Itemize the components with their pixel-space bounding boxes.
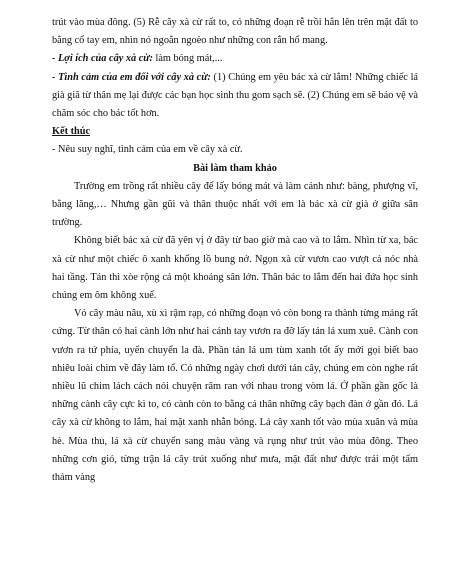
benefit-label: - Lợi ích của cây xà cừ: [52,53,153,65]
essay-paragraph-size: Không biết bác xà cừ đã yên vị ở đây từ bao giờ mà cao và to lắm. Nhìn từ xa, bác xà cừ như một chiếc ô xanh khổng lồ bung nở. Ngọn xà cừ vươn cao vượt cả nóc nhà hai tầng. Tán thì xòe rộng cả một khoảng sân lớn. Thân bác to lắm đến hai đứa học sinh chúng em ôm không xuể. [52,235,418,302]
benefit-line [52,50,418,68]
benefit-text: làm bóng mát,... [152,53,223,65]
feeling-label: - Tình cảm của em đối với cây xà cừ: [52,71,211,83]
feeling-line [52,69,418,124]
conclusion-text: - Nêu suy nghĩ, tình cảm của em về cây xà cừ. [52,144,243,156]
document-page [52,14,418,487]
paragraph-root-description: trút vào mùa đông. (5) Rễ cây xà cừ rất to, có những đoạn rễ trồi hẳn lên trên mặt đất to bằng cổ tay em, nhìn nó ngoằn ngoèo như những con rắn hổ mang. [52,17,418,47]
feeling-text: (1) Chúng em yêu bác xà cừ lắm! Những chiếc lá già giã từ thân mẹ lại được các bạn học sinh thu gom sạch sẽ. (2) Chúng em sẽ bảo vệ và chăm sóc cho bác tốt hơn. [52,71,418,120]
conclusion-heading: Kết thúc [52,126,91,138]
reference-title: Bài làm tham khảo [193,162,277,174]
essay-paragraph-intro: Trường em trồng rất nhiều cây để lấy bóng mát và làm cảnh như: bàng, phượng vĩ, bằng lăng,… Nhưng gần gũi và thân thuộc nhất với em là bác xà cừ già ở giữa sân trường. [52,180,418,229]
essay-paragraph-details: Vỏ cây màu nâu, xù xì rậm rạp, có những đoạn vỏ còn bong ra thành từng mảng rất cứng. Từ thân có hai cành lớn như hai cánh tay vươn ra đỡ lấy tán lá xum xuê. Cành con vươn ra tứ phía, uyển chuyển la đà. Phần tán lá um tùm xanh tốt ấy mới gọi biết bao nhiêu loài chim về đây làm tổ. Có những ngày chơi dưới tán cây, chúng em còn nghe rất nhiều lũ chim lách cách nói chuyện râm ran với nhau trong vòm lá. Ở phần gần gốc là những cành cây cực kì to, có cành còn to bằng cả thân những cây bạch đàn ở gần đó. Lá cây xà cừ không to lắm, hai mặt xanh nhẵn bóng. Lá cây xanh tốt vào mùa xuân và mùa hè. Mùa thu, lá xà cừ chuyển sang màu vàng và rụng như trút vào mùa đông. Theo những cơn gió, từng trận lá cây trút xuống như mưa, mặt đất như được trải một tấm thảm vàng [52,308,418,484]
